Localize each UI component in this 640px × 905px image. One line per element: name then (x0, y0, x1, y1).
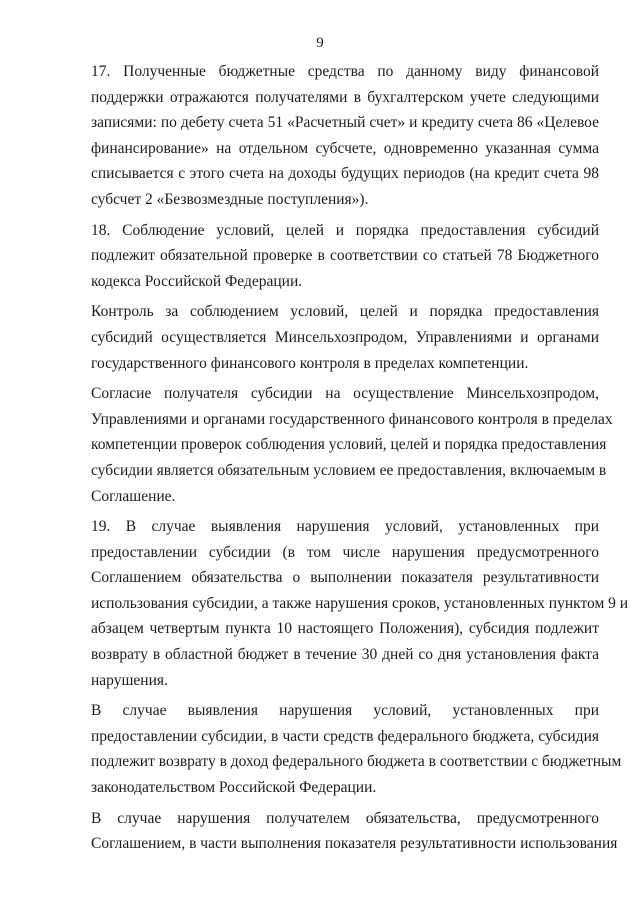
text-line: компетенции проверок соблюдения условий, целей и порядка предоставления (91, 436, 607, 454)
paragraph-19 (55, 514, 629, 693)
paragraph-17 (55, 59, 599, 213)
text-line: нарушения. (91, 671, 168, 689)
text-line: законодательством Российской Федерации. (91, 779, 377, 797)
text-line: Согласие получателя субсидии на осуществление Минсельхозпродом, (91, 385, 599, 403)
text-line: возврату в областной бюджет в течение 30 дней со дня установления факта (91, 646, 599, 664)
text-line: подлежит возврату в доход федерального бюджета в соответствии с бюджетным (91, 753, 622, 771)
paragraph-federal-budget (55, 698, 622, 800)
text-line: 18. Соблюдение условий, целей и порядка предоставления субсидий (91, 221, 599, 239)
paragraph-control (55, 299, 599, 376)
text-line: Соглашением обязательства о выполнении показателя результативности (91, 569, 599, 587)
text-line: Контроль за соблюдением условий, целей и порядка предоставления (91, 303, 599, 321)
page-number: 9 (316, 35, 324, 51)
text-line: предоставлении субсидии, в части средств федерального бюджета, субсидия (91, 727, 599, 745)
text-line: записями: по дебету счета 51 «Расчетный счет» и кредиту счета 86 «Целевое (91, 114, 599, 132)
text-line: абзацем четвертым пункта 10 настоящего Положения), субсидия подлежит (91, 620, 599, 638)
text-line: кодекса Российской Федерации. (91, 272, 303, 290)
text-line: В случае нарушения получателем обязательства, предусмотренного (91, 809, 599, 827)
paragraph-consent (55, 381, 613, 509)
text-line: поддержки отражаются получателями в бухгалтерском учете следующими (91, 88, 599, 106)
text-line: 17. Полученные бюджетные средства по данному виду финансовой (91, 63, 599, 80)
text-line: подлежит обязательной проверке в соответствии со статьей 78 Бюджетного (91, 247, 599, 265)
text-line: Управлениями и органами государственного финансового контроля в пределах (91, 410, 613, 428)
text-line: использования субсидии, а также нарушения сроков, установленных пунктом 9 и (91, 594, 629, 612)
document-body (55, 59, 629, 862)
text-line: субсидий осуществляется Минсельхозпродом, Управлениями и органами (91, 328, 599, 346)
text-line: Соглашение. (91, 487, 176, 505)
text-line: В случае выявления нарушения условий, установленных при (91, 702, 599, 720)
paragraph-violation (55, 806, 618, 857)
text-line: финансирование» на отдельном субсчете, одновременно указанная сумма (91, 139, 599, 157)
text-line: предоставлении субсидии (в том числе нарушения предусмотренного (91, 543, 599, 561)
text-line: субсчет 2 «Безвозмездные поступления»). (91, 190, 369, 208)
paragraph-18 (55, 218, 599, 295)
text-line: субсидии является обязательным условием ее предоставления, включаемым в (91, 461, 607, 479)
text-line: списывается с этого счета на доходы будущих периодов (на кредит счета 98 (91, 165, 599, 183)
text-line: 19. В случае выявления нарушения условий, установленных при (91, 518, 599, 536)
text-line: Соглашением, в части выполнения показателя результативности использования (91, 835, 618, 853)
text-line: государственного финансового контроля в пределах компетенции. (91, 354, 529, 372)
